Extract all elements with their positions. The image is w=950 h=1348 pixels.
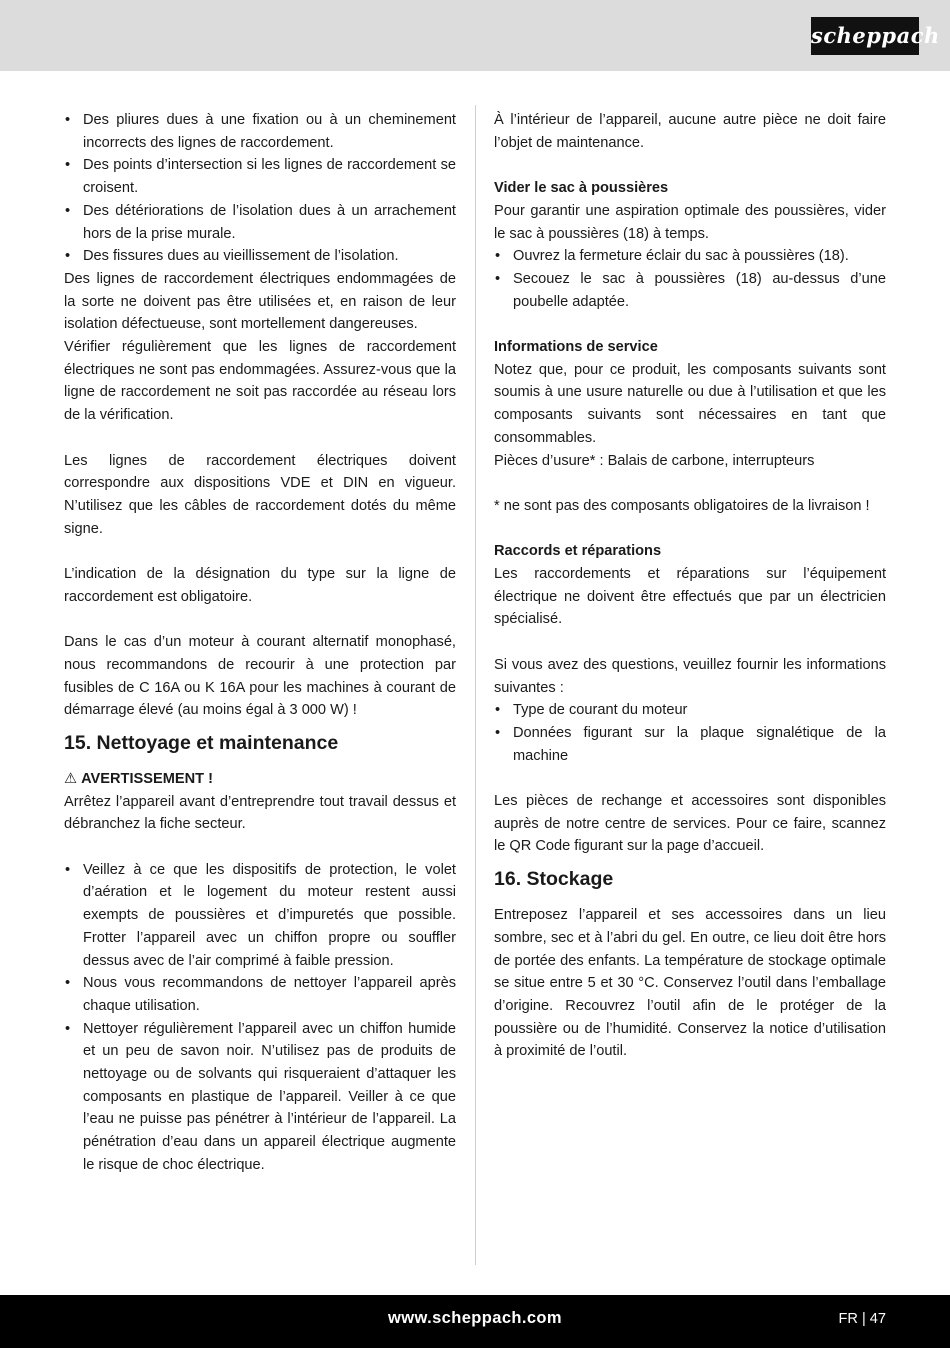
list-item: • Secouez le sac à poussières (18) au-dessus d’une poubelle adaptée.: [494, 268, 886, 313]
list-item: • Des fissures dues au vieillissement de l’isolation.: [64, 245, 456, 268]
service-text: Notez que, pour ce produit, les composants suivants sont soumis à une usure naturelle ou due à l’utilisation et que les composants suivants sont nécessaires en tant que consommables.: [494, 361, 886, 446]
list-item: • Veillez à ce que les dispositifs de protection, le volet d’aération et le logement du moteur restent aussi exempts de poussières et d’impuretés que possible. Frotter l’appareil avec un chiffon propre ou souffler dessus avec de l’air comprimé à faible pression.: [64, 859, 456, 973]
questions-list: [494, 699, 886, 767]
list-item: • Données figurant sur la plaque signalétique de la machine: [494, 722, 886, 767]
section-15-heading: 15. Nettoyage et maintenance: [64, 731, 339, 754]
list-item: • Type de courant du moteur: [494, 699, 886, 722]
dustbag-heading: Vider le sac à poussières: [494, 180, 669, 197]
page-separator: |: [861, 1311, 866, 1327]
connection-damage-list: [64, 109, 456, 268]
page-number: 47: [869, 1311, 886, 1327]
wear-parts-text: Pièces d’usure* : Balais de carbone, interrupteurs: [494, 452, 815, 469]
list-item: • Des détériorations de l’isolation dues à un arrachement hors de la prise murale.: [64, 200, 456, 245]
dustbag-text: Pour garantir une aspiration optimale des poussières, vider le sac à poussières (18) à temps.: [494, 202, 886, 242]
left-column: [64, 109, 456, 1177]
warning-triangle-icon: ⚠: [64, 770, 78, 787]
list-item: • Nous vous recommandons de nettoyer l’appareil après chaque utilisation.: [64, 972, 456, 1017]
paragraph-interior: À l’intérieur de l’appareil, aucune autre pièce ne doit faire l’objet de maintenance.: [494, 112, 886, 151]
language-code: FR: [838, 1311, 858, 1327]
paragraph-check-lines: Vérifier régulièrement que les lignes de raccordement électriques ne sont pas endommagées. Assurez-vous que la ligne de raccordement ne soit pas raccordée au réseau lors de la vérification.: [64, 339, 456, 424]
list-item: • Nettoyer régulièrement l’appareil avec un chiffon humide et un peu de savon noir. N’utilisez pas de produits de nettoyage ou de solvants qui risqueraient d’attaquer les composants en plastique de l’appareil. Veiller à ce que l’eau ne puisse pas pénétrer à l’intérieur de l’appareil. La pénétration d’eau dans un appareil électrique augmente le risque de choc électrique.: [64, 1018, 456, 1177]
brand-logo: scheppach: [811, 17, 919, 55]
storage-text: Entreposez l’appareil et ses accessoires dans un lieu sombre, sec et à l’abri du gel. En outre, ce lieu doit être hors de portée des enfants. La température de stockage optimale se situe entre 5 et 30 °C. Conservez l’outil dans l’emballage d’origine. Recouvrez l’outil afin de le protéger de la poussière ou de l’humidité. Conservez la notice d’utilisation à proximité de l’outil.: [494, 907, 886, 1060]
paragraph-type-designation: L’indication de la désignation du type sur la ligne de raccordement est obligatoire.: [64, 566, 456, 605]
footnote-text: * ne sont pas des composants obligatoires de la livraison !: [494, 497, 870, 514]
section-16-heading: 16. Stockage: [494, 868, 614, 891]
right-column: [494, 109, 886, 1063]
service-heading: Informations de service: [494, 339, 658, 355]
paragraph-damaged-lines: Des lignes de raccordement électriques endommagées de la sorte ne doivent pas être utilisées et, en raison de leur isolation défectueuse, sont mortellement dangereuses.: [64, 270, 456, 333]
footer-bar: [0, 1295, 950, 1348]
repairs-text: Les raccordements et réparations sur l’équipement électrique ne doivent être effectués que par un électricien spécialisé.: [494, 566, 886, 628]
list-item: • Des pliures dues à une fixation ou à un cheminement incorrects des lignes de raccordement.: [64, 109, 456, 154]
website-link[interactable]: www.scheppach.com: [388, 1309, 562, 1327]
repairs-heading: Raccords et réparations: [494, 543, 662, 560]
warning-text: Arrêtez l’appareil avant d’entreprendre tout travail dessus et débranchez la fiche secteur.: [64, 793, 456, 833]
page-indicator: [839, 1311, 887, 1327]
warning-label: AVERTISSEMENT !: [81, 770, 213, 787]
dustbag-list: [494, 245, 886, 313]
list-item: • Des points d’intersection si les lignes de raccordement se croisent.: [64, 154, 456, 199]
column-divider: [475, 105, 476, 1265]
spare-parts-text: Les pièces de rechange et accessoires sont disponibles auprès de notre centre de services. Pour ce faire, scannez le QR Code figurant sur la page d’accueil.: [494, 793, 886, 855]
paragraph-vde-din: Les lignes de raccordement électriques doivent correspondre aux dispositions VDE et DIN en vigueur. N’utilisez que les câbles de raccordement dotés du même signe.: [64, 452, 456, 537]
questions-text: Si vous avez des questions, veuillez fournir les informations suivantes :: [494, 656, 886, 696]
paragraph-motor-fuse: Dans le cas d’un moteur à courant alternatif monophasé, nous recommandons de recourir à une protection par fusibles de C 16A ou K 16A pour les machines à courant de démarrage élevé (au moins égal à 3 000 W) !: [64, 634, 456, 719]
cleaning-list: [64, 859, 456, 1177]
warning-heading: [64, 768, 456, 791]
header-bar: [0, 0, 950, 71]
list-item: • Ouvrez la fermeture éclair du sac à poussières (18).: [494, 245, 886, 268]
